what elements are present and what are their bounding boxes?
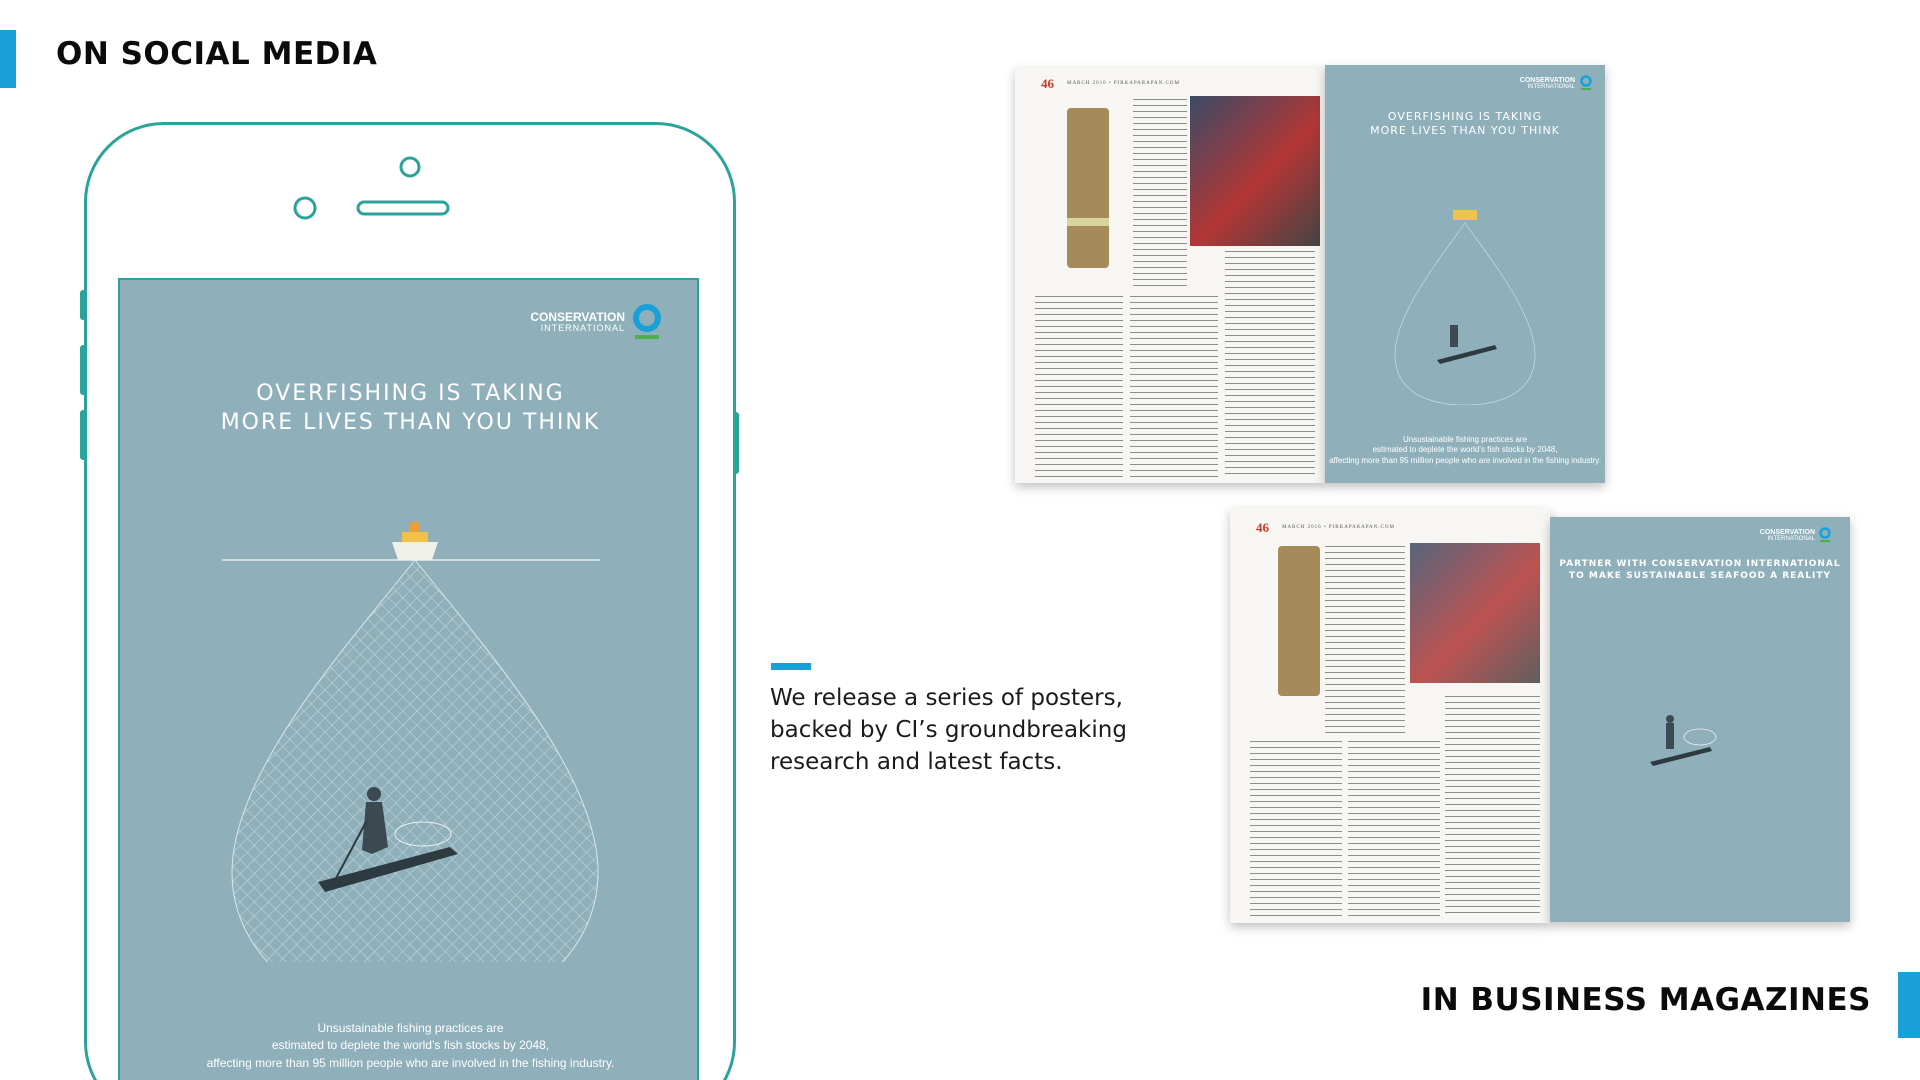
magazine-1-footer-line2: estimated to deplete the world’s fish stocks by 2048, [1372,445,1558,455]
ci-logo-line2: INTERNATIONAL [540,323,625,333]
magazine-1-text-col-2 [1035,293,1123,478]
magazine-1-page-number: 46 [1041,76,1054,91]
magazine-1-title-line2: MORE LIVES THAN YOU THINK [1370,124,1560,138]
magazine-2-logo-line1: CONSERVATION [1759,529,1815,536]
magazine-1-left-page [1015,68,1325,483]
poster-social [118,278,699,1080]
phone-sensor-dot [295,198,315,218]
magazine-2-title [1550,559,1850,582]
phone-front-camera [401,158,419,176]
ci-logo-text [500,311,625,333]
magazine-2-logo [1755,529,1815,542]
poster-footer-line2: estimated to deplete the world’s fish stocks by 2048, [271,1038,550,1053]
magazine-2-text-col-4 [1445,693,1540,918]
phone-speaker [358,202,448,214]
magazine-1-footer [1325,435,1605,466]
magazine-spread-2 [1230,505,1860,925]
magazine-2-logo-line2: INTERNATIONAL [1767,536,1815,542]
magazine-1-logo [1515,77,1575,90]
magazine-2-photo-pants [1278,546,1320,696]
magazine-1-title [1325,110,1605,139]
ship-icon [392,542,438,560]
magazine-2-logo-icon [1818,527,1832,543]
header-in-business-magazines: IN BUSINESS MAGAZINES [1420,982,1871,1018]
magazine-1-text-col-4 [1225,248,1315,478]
magazine-2-page-number: 46 [1256,520,1269,535]
magazine-2-page-header: MARCH 2016 • PIRKAPARAPAN.COM [1282,525,1395,530]
poster-footer [120,1020,699,1072]
magazine-2-title-line1: PARTNER WITH CONSERVATION INTERNATIONAL [1559,559,1841,569]
poster-footer-line1: Unsustainable fishing practices are [317,1021,504,1035]
caption-text [770,682,1127,778]
magazine-1-text-col-3 [1130,293,1218,478]
magazine-2-left-page [1230,508,1550,923]
ci-logo-icon [630,302,664,342]
magazine-2-photo-firefighter [1410,543,1540,683]
caption-accent-bar [771,663,811,670]
magazine-2-text-col-2 [1250,738,1342,918]
caption-line1: We release a series of posters, [770,685,1123,711]
magazine-2-right-page [1550,517,1850,922]
accent-bar-top-left [0,30,16,88]
magazine-1-footer-line1: Unsustainable fishing practices are [1402,435,1528,444]
accent-bar-bottom-right [1898,972,1920,1038]
magazine-1-text-col-1 [1133,96,1187,286]
phone-side-button-left [80,290,86,320]
magazine-2-title-line2: TO MAKE SUSTAINABLE SEAFOOD A REALITY [1568,570,1832,581]
caption-line2: backed by CI’s groundbreaking [770,717,1127,743]
magazine-1-illustration [1325,145,1605,405]
phone-side-button-left-3 [80,410,86,460]
phone-side-button-left-2 [80,345,86,395]
fishing-net [232,560,598,962]
magazine-1-logo-line1: CONSERVATION [1519,77,1575,84]
poster-title-line2: MORE LIVES THAN YOU THINK [220,409,601,435]
magazine-1-footer-line3: affecting more than 95 million people who are involved in the fishing industry. [1329,455,1601,465]
caption-line3: research and latest facts. [770,749,1063,775]
poster-footer-line3: affecting more than 95 million people who are involved in the fishing industry. [206,1055,615,1070]
header-on-social-media: ON SOCIAL MEDIA [56,36,378,72]
poster-title [120,380,699,437]
magazine-2-text-col-1 [1325,543,1405,733]
magazine-1-title-line1: OVERFISHING IS TAKING [1387,110,1543,123]
magazine-1-logo-line2: INTERNATIONAL [1527,84,1575,90]
phone-top-sensors [290,150,490,220]
poster-title-line1: OVERFISHING IS TAKING [256,381,565,406]
magazine-1-photo-firefighter [1190,96,1320,246]
magazine-1-logo-icon [1579,75,1593,91]
magazine-1-right-page [1325,65,1605,483]
magazine-2-text-col-3 [1348,738,1440,918]
poster-illustration-boat-net [120,442,699,962]
phone-side-button-right [733,412,739,474]
magazine-1-photo-pants [1037,98,1137,278]
magazine-spread-1 [1015,65,1610,485]
ci-logo-line1: CONSERVATION [530,310,625,324]
magazine-1-page-header: MARCH 2016 • PIRKAPARAPAN.COM [1067,81,1180,86]
magazine-2-illustration [1550,657,1850,857]
